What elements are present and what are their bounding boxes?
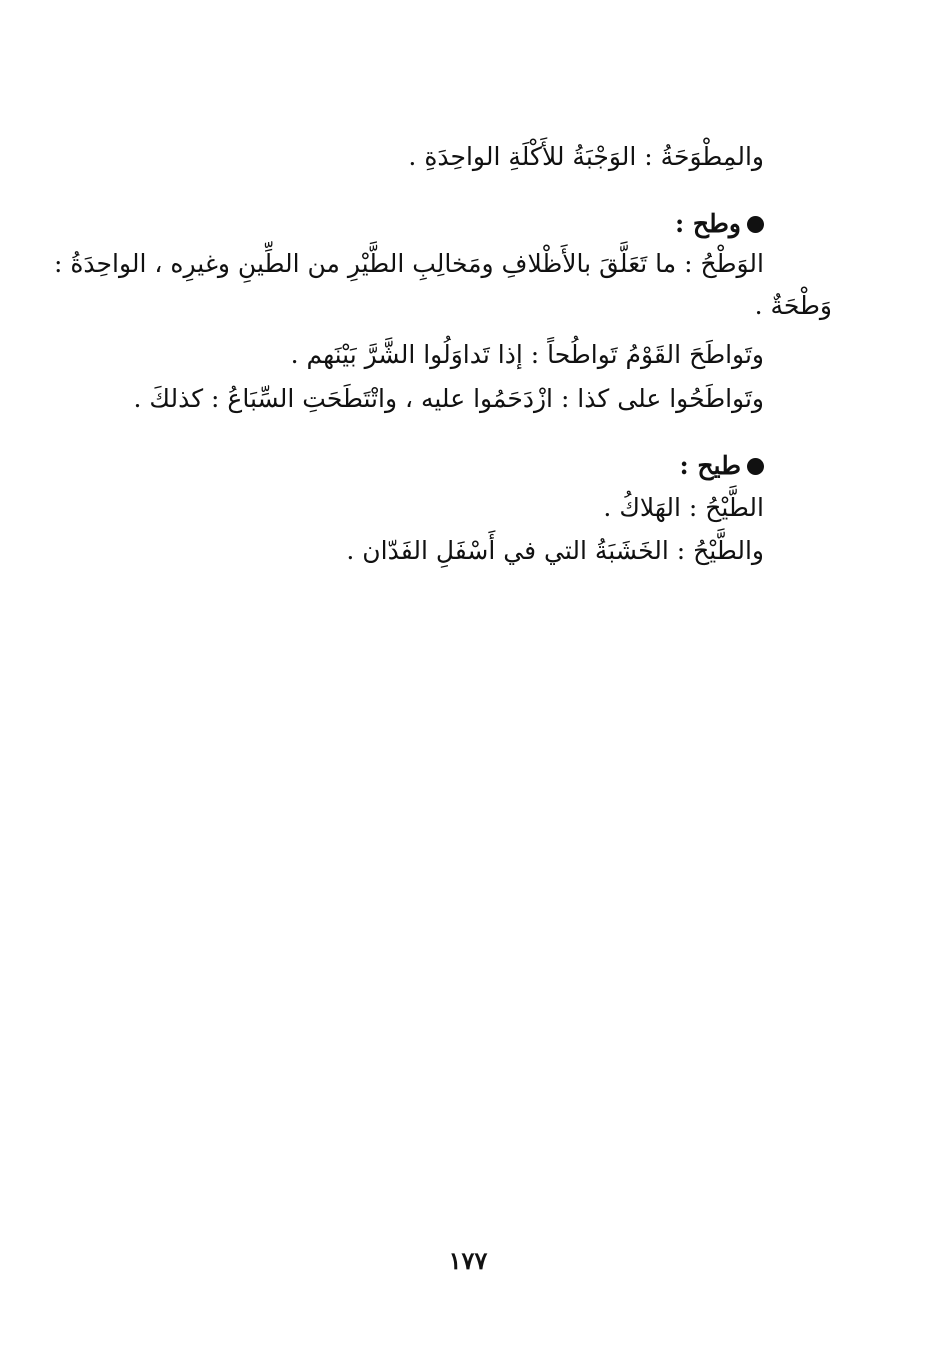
- entry-line: وتَواطَحُوا على كذا : ازْدَحَمُوا عليه ، واتْتَطَحَتِ السِّبَاعُ : كذلكَ .: [133, 384, 764, 413]
- heading-text: وطح :: [674, 209, 741, 238]
- bullet-icon: [747, 216, 764, 233]
- entry-line: الطَّيْحُ : الهَلاكُ .: [603, 493, 764, 522]
- entry-line: والمِطْوَحَةُ : الوَجْبَةُ للأَكْلَةِ الواحِدَةِ .: [408, 142, 764, 171]
- entry-line: وتَواطَحَ القَوْمُ تَواطُحاً : إذا تَداوَلُوا الشَّرَّ بَيْنَهم .: [290, 340, 764, 369]
- entry-line: والطَّيْحُ : الخَشَبَةُ التي في أَسْفَلِ الفَدّان .: [346, 536, 764, 565]
- heading-text: طيح :: [679, 451, 741, 480]
- bullet-icon: [747, 458, 764, 475]
- root-heading-tyh: [679, 447, 764, 485]
- page-number: ١٧٧: [448, 1246, 488, 1275]
- entry-line: وَطْحَةٌ .: [754, 291, 832, 320]
- root-heading-wth: [675, 205, 764, 243]
- entry-line: الوَطْحُ : ما تَعَلَّقَ بالأَظْلافِ ومَخالِبِ الطَّيْرِ من الطِّينِ وغيرِه ، الواحِدَةُ :: [53, 249, 764, 278]
